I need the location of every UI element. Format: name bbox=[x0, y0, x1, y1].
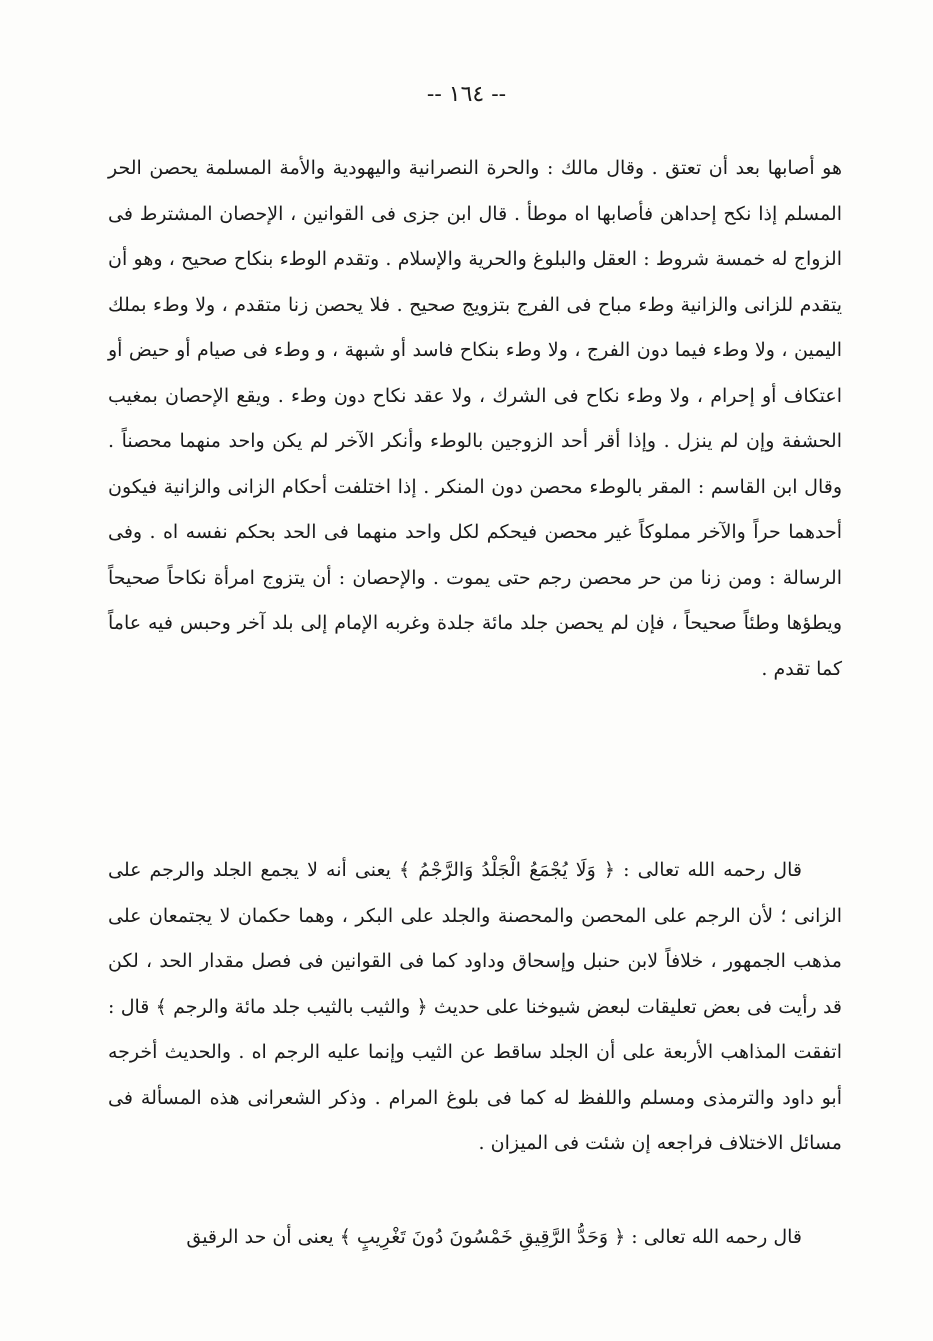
paragraph-slave-punishment: قال رحمه الله تعالى : ﴿ وَحَدُّ الرَّقِيقِ خَمْسُونَ دُونَ تَغْرِيبٍ ﴾ يعنى أن حد الرقيق bbox=[186, 1226, 802, 1248]
paragraph-ihsan-conditions: هو أصابها بعد أن تعتق . وقال مالك : والحرة النصرانية واليهودية والأمة المسلمة يحصن الحر المسلم إذا نكح إحداهن فأصابها اه موطأ . قال ابن جزى فى القوانين ، الإحصان المشترط فى الزواج له خمسة شروط : العقل والبلوغ والحرية والإسلام . وتقدم الوطء بنكاح صحيح ، وهو أن يتقدم للزانى والزانية وطء مباح فى الفرج بتزويج صحيح . فلا يحصن زنا متقدم ، ولا وطء بملك اليمين ، ولا وطء فيما دون الفرج ، ولا وطء بنكاح فاسد أو شبهة ، و وطء فى صيام أو حيض أو اعتكاف أو إحرام ، ولا وطء نكاح فى الشرك ، ولا عقد نكاح دون وطء . ويقع الإحصان بمغيب الحشفة وإن لم ينزل . وإذا أقر أحد الزوجين بالوطء وأنكر الآخر لم يكن واحد منهما محصناً . وقال ابن القاسم : المقر بالوطء محصن دون المنكر . إذا اختلفت أحكام الزانى والزانية فيكون أحدهما حراً والآخر مملوكاً غير محصن فيحكم لكل واحد منهما فى الحد بحكم نفسه اه . وفى الرسالة : ومن زنا من حر محصن رجم حتى يموت . والإحصان : أن يتزوج امرأة نكاحاً صحيحاً ويطؤها وطئاً صحيحاً ، فإن لم يحصن جلد مائة جلدة وغربه الإمام إلى بلد آخر وحبس فيه عاماً كما تقدم . bbox=[108, 157, 842, 680]
page-number: -- ١٦٤ -- bbox=[426, 82, 507, 107]
paragraph-flogging-and-stoning: قال رحمه الله تعالى : ﴿ وَلَا يُجْمَعُ الْجَلْدُ وَالرَّجْمُ ﴾ يعنى أنه لا يجمع الجلد والرجم على الزانى ؛ لأن الرجم على المحصن والمحصنة والجلد على البكر ، وهما حكمان لا يجتمعان على مذهب الجمهور ، خلافاً لابن حنبل وإسحاق وداود كما فى القوانين فى فصل مقدار الحد ، لكن قد رأيت فى بعض تعليقات لبعض شيوخنا على حديث ﴿ والثيب بالثيب جلد مائة والرجم ﴾ قال : اتفقت المذاهب الأربعة على أن الجلد ساقط عن الثيب وإنما عليه الرجم اه . والحديث أخرجه أبو داود والترمذى ومسلم واللفظ له كما فى بلوغ المرام . وذكر الشعرانى هذه المسألة فى مسائل الاختلاف فراجعه إن شئت فى الميزان . bbox=[108, 859, 842, 1154]
